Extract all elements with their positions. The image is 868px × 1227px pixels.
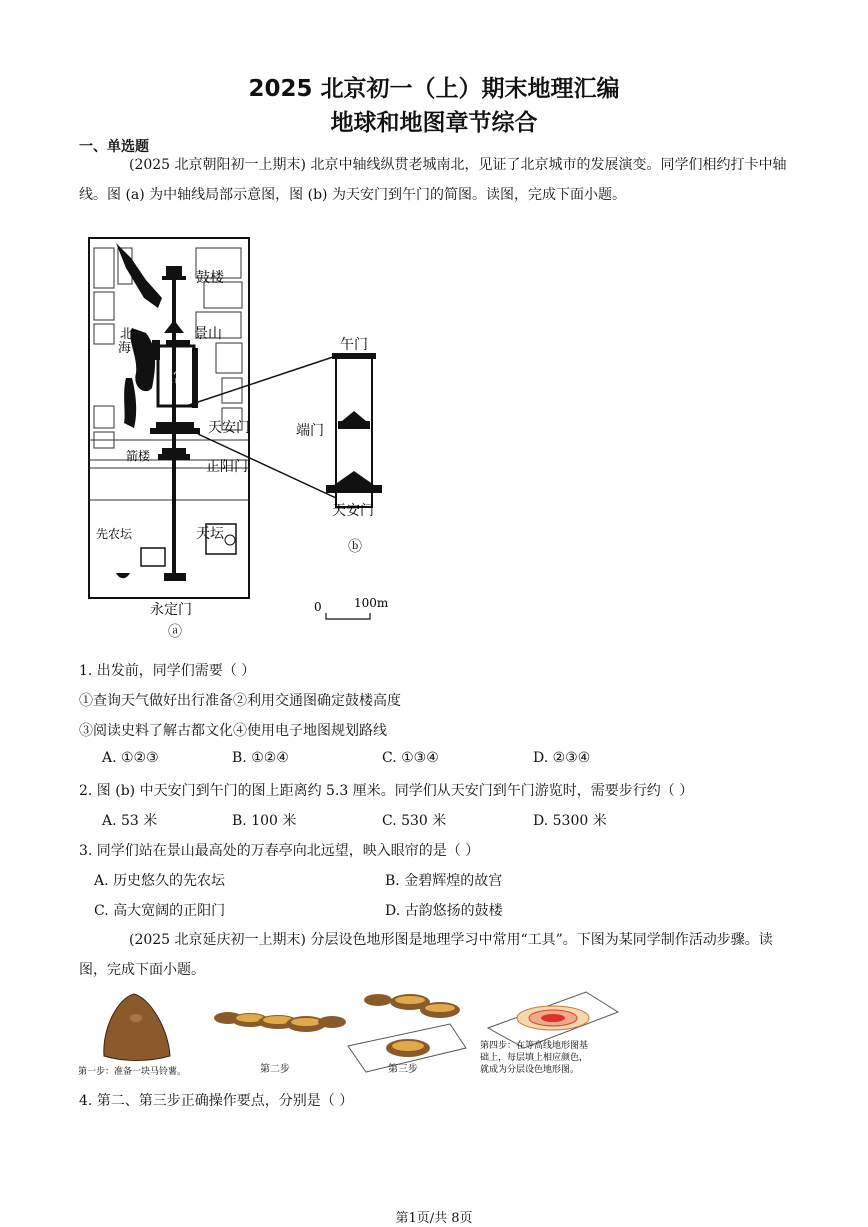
map-b-tiananmen-wumen bbox=[290, 335, 410, 625]
xiannongtan-area bbox=[141, 548, 165, 566]
step1-caption: 第一步：准备一块马铃薯。 bbox=[78, 1067, 187, 1077]
document-title-line1: 2025 北京初一（上）期末地理汇编 bbox=[248, 76, 620, 102]
label-tiantan: 天坛 bbox=[196, 526, 224, 542]
zhongnanhai-lake bbox=[124, 378, 136, 428]
wumen-icon bbox=[332, 353, 376, 359]
tiananmen-icon bbox=[150, 428, 200, 434]
q2-option-d[interactable]: D. 5300 米 bbox=[533, 813, 607, 829]
q2-option-b[interactable]: B. 100 米 bbox=[232, 813, 297, 829]
layered-contour-map-icon bbox=[488, 992, 618, 1048]
label-gulou: 鼓楼 bbox=[196, 270, 224, 286]
map-a-caption: ⓐ bbox=[168, 624, 182, 640]
q1-line2: ③阅读史料了解古都文化④使用电子地图规划路线 bbox=[79, 723, 387, 739]
scale-zero: 0 bbox=[314, 600, 322, 614]
label-beihai-2: 海 bbox=[118, 341, 132, 356]
map-b-caption: ⓑ bbox=[348, 539, 362, 555]
potato-slices-icon bbox=[214, 1012, 346, 1032]
step3-caption: 第三步 bbox=[388, 1064, 418, 1075]
shichahai-lake bbox=[116, 243, 162, 308]
q1-line1: ①查询天气做好出行准备②利用交通图确定鼓楼高度 bbox=[79, 693, 401, 709]
step4-caption-line3: 就成为分层设色地形图。 bbox=[480, 1065, 580, 1075]
label-tiananmen: 天安门 bbox=[208, 420, 250, 436]
potato-steps-figure bbox=[78, 988, 638, 1080]
q3-option-a[interactable]: A. 历史悠久的先农坛 bbox=[94, 873, 226, 889]
label-beihai-1: 北 bbox=[120, 327, 134, 342]
label-zhengyangmen: 正阳门 bbox=[206, 459, 248, 475]
step2-caption: 第二步 bbox=[260, 1064, 290, 1075]
label-duanmen: 端门 bbox=[296, 423, 324, 439]
whole-potato-icon bbox=[104, 994, 170, 1061]
page-footer: 第1页/共 8页 bbox=[395, 1211, 473, 1226]
gulou-icon bbox=[166, 266, 182, 276]
passage1-intro: (2025 北京朝阳初一上期末) 北京中轴线纵贯老城南北，见证了北京城市的发展演变。同学们相约打卡中轴线。图 (a) 为中轴线局部示意图，图 (b) 为天安门到午门的简图。读图，完成下面小题。 bbox=[79, 157, 787, 203]
jingshan-pavilion-icon bbox=[164, 320, 184, 333]
label-wumen: 午门 bbox=[340, 337, 368, 353]
q3-option-c[interactable]: C. 高大宽阔的正阳门 bbox=[94, 903, 226, 919]
tiananmen-b-icon bbox=[326, 485, 382, 493]
scale-bar bbox=[326, 613, 370, 619]
section-title: 一、单选题 bbox=[79, 139, 149, 155]
q1-option-b[interactable]: B. ①②④ bbox=[232, 750, 289, 766]
label-jianlou: 箭楼 bbox=[126, 449, 151, 463]
label-tiananmen-b: 天安门 bbox=[332, 503, 374, 519]
passage2-intro: (2025 北京延庆初一上期末) 分层设色地形图是地理学习中常用“工具”。下图为某同学制作活动步骤。读图，完成下面小题。 bbox=[79, 932, 773, 978]
label-yongdingmen: 永定门 bbox=[150, 602, 192, 618]
q3-option-b[interactable]: B. 金碧辉煌的故宫 bbox=[385, 873, 503, 889]
beihai-lake bbox=[130, 328, 155, 391]
step4-caption-line2: 础上，每层填上相应颜色， bbox=[480, 1053, 589, 1063]
q4-stem: 4. 第二、第三步正确操作要点，分别是（ ） bbox=[79, 1093, 354, 1109]
stacked-slices-icon bbox=[348, 994, 466, 1072]
q1-stem: 1. 出发前，同学们需要（ ） bbox=[79, 663, 256, 679]
q2-option-a[interactable]: A. 53 米 bbox=[102, 813, 158, 829]
jianlou-icon bbox=[162, 448, 186, 454]
duanmen-icon bbox=[338, 421, 370, 429]
label-xiannongtan: 先农坛 bbox=[96, 527, 133, 541]
q2-option-c[interactable]: C. 530 米 bbox=[382, 813, 447, 829]
q2-stem: 2. 图 (b) 中天安门到午门的图上距离约 5.3 厘米。同学们从天安门到午门游览时，需要步行约（ ） bbox=[79, 783, 694, 799]
q3-option-d[interactable]: D. 古韵悠扬的鼓楼 bbox=[385, 903, 503, 919]
q1-option-a[interactable]: A. ①②③ bbox=[102, 750, 159, 766]
scale-value: 100m bbox=[354, 596, 389, 610]
q1-option-d[interactable]: D. ②③④ bbox=[533, 750, 591, 766]
label-jingshan: 景山 bbox=[194, 326, 222, 342]
q3-stem: 3. 同学们站在景山最高处的万春亭向北远望，映入眼帘的是（ ） bbox=[79, 843, 480, 859]
yongdingmen-icon bbox=[164, 573, 186, 581]
q1-option-c[interactable]: C. ①③④ bbox=[382, 750, 439, 766]
label-gugong: 故宫 bbox=[159, 370, 187, 386]
document-title-line2: 地球和地图章节综合 bbox=[330, 110, 538, 136]
step4-caption-line1: 第四步：在等高线地形图基 bbox=[480, 1041, 589, 1051]
